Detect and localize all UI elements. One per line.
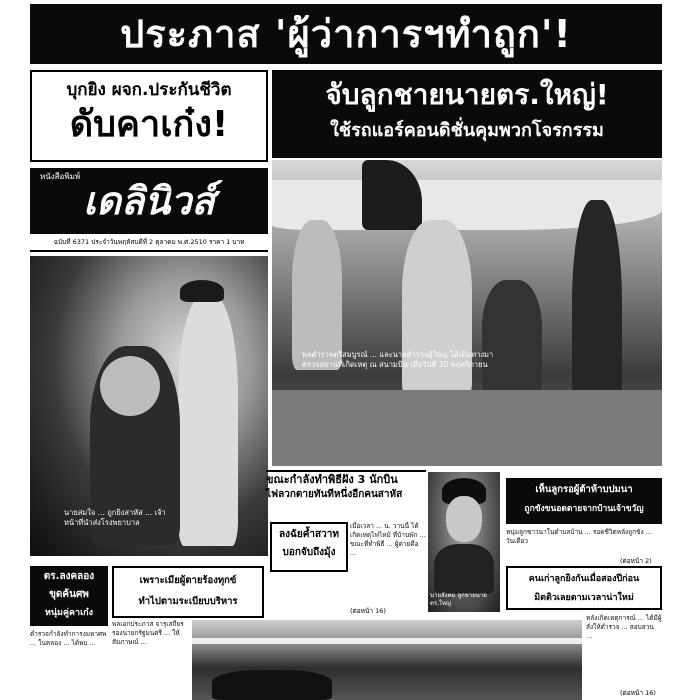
middle-box: [270, 522, 348, 572]
officer-head: [180, 280, 224, 302]
bottom-photo-figures: [212, 670, 332, 700]
middle-story: [266, 470, 426, 620]
bottom-left-line2: ขุดค้นศพ: [49, 589, 89, 600]
issue-rule: [30, 250, 268, 252]
right-top-line2: ใช้รถแอร์คอนดิชั่นคุมพวกโจรกรรม: [330, 120, 604, 141]
bottom-left-line1: ตร.ลงคลอง: [43, 571, 95, 582]
right-box1-line2: ถูกขังขนอดตายจากบ้านเจ้าขวัญ: [524, 504, 644, 514]
bottom-left-body: ตำรวจกำลังทำการงมหาศพ ... ในคลอง ... ได้พบ ...: [30, 630, 107, 647]
middle-box-line1: ลงฉัยค้ำสวาท: [279, 529, 339, 540]
right-top-headline-box: [272, 70, 662, 158]
right-box2-line1: คนเก่าลูกยิงกันเมื่อสองปีก่อน: [528, 574, 640, 584]
right-body1: หนุ่มลูกชาวนาในตำบลบ้าน ... รอดชีวิตหลังถูกขัง ... วันเดียว: [506, 528, 652, 545]
middle-headline2: ไฟลวกตายทันทีหนึ่งอีกคนสาหัส: [266, 489, 403, 500]
ground-area: [272, 390, 662, 466]
right-top-line1: จับลูกชายนายตร.ใหญ่!: [325, 78, 609, 111]
right-continued1: (ต่อหน้า 2): [620, 557, 652, 565]
bottom-photo: [192, 620, 582, 700]
paper-issue-line: ฉบับที่ 6371 ประจำวันพฤหัสบดีที่ 2 ตุลาคม พ.ศ.2510 ราคา 1 บาท: [53, 238, 245, 246]
right-body2: หลังเกิดเหตุการณ์ ... ได้มีผู้สั่งให้ตำรวจ ... สอบสวน ...: [586, 614, 662, 640]
right-box1-line1: เห็นลูกรอผู้ต้าห้าบปมนา: [535, 484, 633, 495]
middle-continued: (ต่อหน้า 16): [350, 607, 386, 615]
bystander-figure: [292, 220, 342, 370]
paper-small-label: หนังสือพิมพ์: [40, 172, 81, 181]
masthead-headline: ประภาส 'ผู้ว่าการฯทำถูก'!: [120, 12, 572, 56]
middle-headline1: ขณะกำลังทำพิธีฝัง 3 นักบิน: [266, 473, 398, 486]
bottom-photo-fence: [192, 638, 582, 644]
right-continued2: (ต่อหน้า 16): [620, 689, 656, 697]
wounded-man-shoulder: [100, 356, 160, 416]
officer-center-figure: [402, 220, 472, 400]
bottom-mid-headline1: เพราะเมียผู้ตายร้องทุกข์: [139, 575, 237, 586]
middle-box-line2: บอกจับถึงมุ้ง: [282, 547, 336, 558]
bottom-mid-story: [112, 566, 264, 618]
right-headline-box2: [506, 566, 662, 610]
paper-nameplate: [30, 168, 268, 234]
bottom-mid-headline2: ทำไปตามระเบียบบริหาร: [138, 596, 238, 607]
portrait-face: [446, 496, 482, 542]
right-headline-box1: [506, 478, 662, 524]
main-photo-caption: พลตำรวจตรีสมบูรณ์ ... และนายตำรวจผู้ใหญ่ ได้เดินทางมาตรวจสถานที่เกิดเหตุ ณ สนามบิน เมื่อวันที่ 30 พฤศจิกายน: [302, 350, 494, 369]
left-top-line2: ดับคาเก๋ง!: [69, 104, 229, 145]
portrait-photo: [428, 472, 500, 612]
kneeling-figure: [482, 280, 542, 400]
bottom-mid-body: พลเอกประภาส จารุเสถียร รองนายกรัฐมนตรี ... ให้สัมภาษณ์ ...: [112, 620, 184, 646]
bottom-left-line3: หนุ่มคู่คาเก๋ง: [44, 608, 94, 618]
portrait-body: [434, 544, 494, 594]
masthead-headline-bar: [30, 4, 662, 64]
middle-body: เมื่อเวลา ... น. วานนี้ ได้เกิดเหตุไฟไหม้ ที่บ้านพัก ... ขณะที่ทำพิธี ... ผู้ตายคือ ...: [350, 522, 426, 557]
paper-name: เดลินิวส์: [83, 179, 215, 223]
left-top-headline-box: [30, 70, 268, 162]
left-top-line1: บุกยิง ผจก.ประกันชีวิต: [66, 80, 232, 100]
main-photo: [272, 160, 662, 466]
left-photo: [30, 256, 268, 556]
right-box2-line2: มิตติวเลยตามเวลาน่าใหม่: [534, 593, 634, 603]
portrait-caption: นายสังคม ลูกชายนายตร.ใหญ่: [430, 592, 487, 607]
bottom-left-headline-box: [30, 566, 108, 626]
left-photo-caption: นายสมใจ ... ถูกยิงสาหัส ... เจ้าหน้าที่นำส่งโรงพยาบาล: [64, 508, 166, 527]
standing-officer-figure: [178, 296, 238, 546]
airplane-tail: [362, 160, 422, 230]
